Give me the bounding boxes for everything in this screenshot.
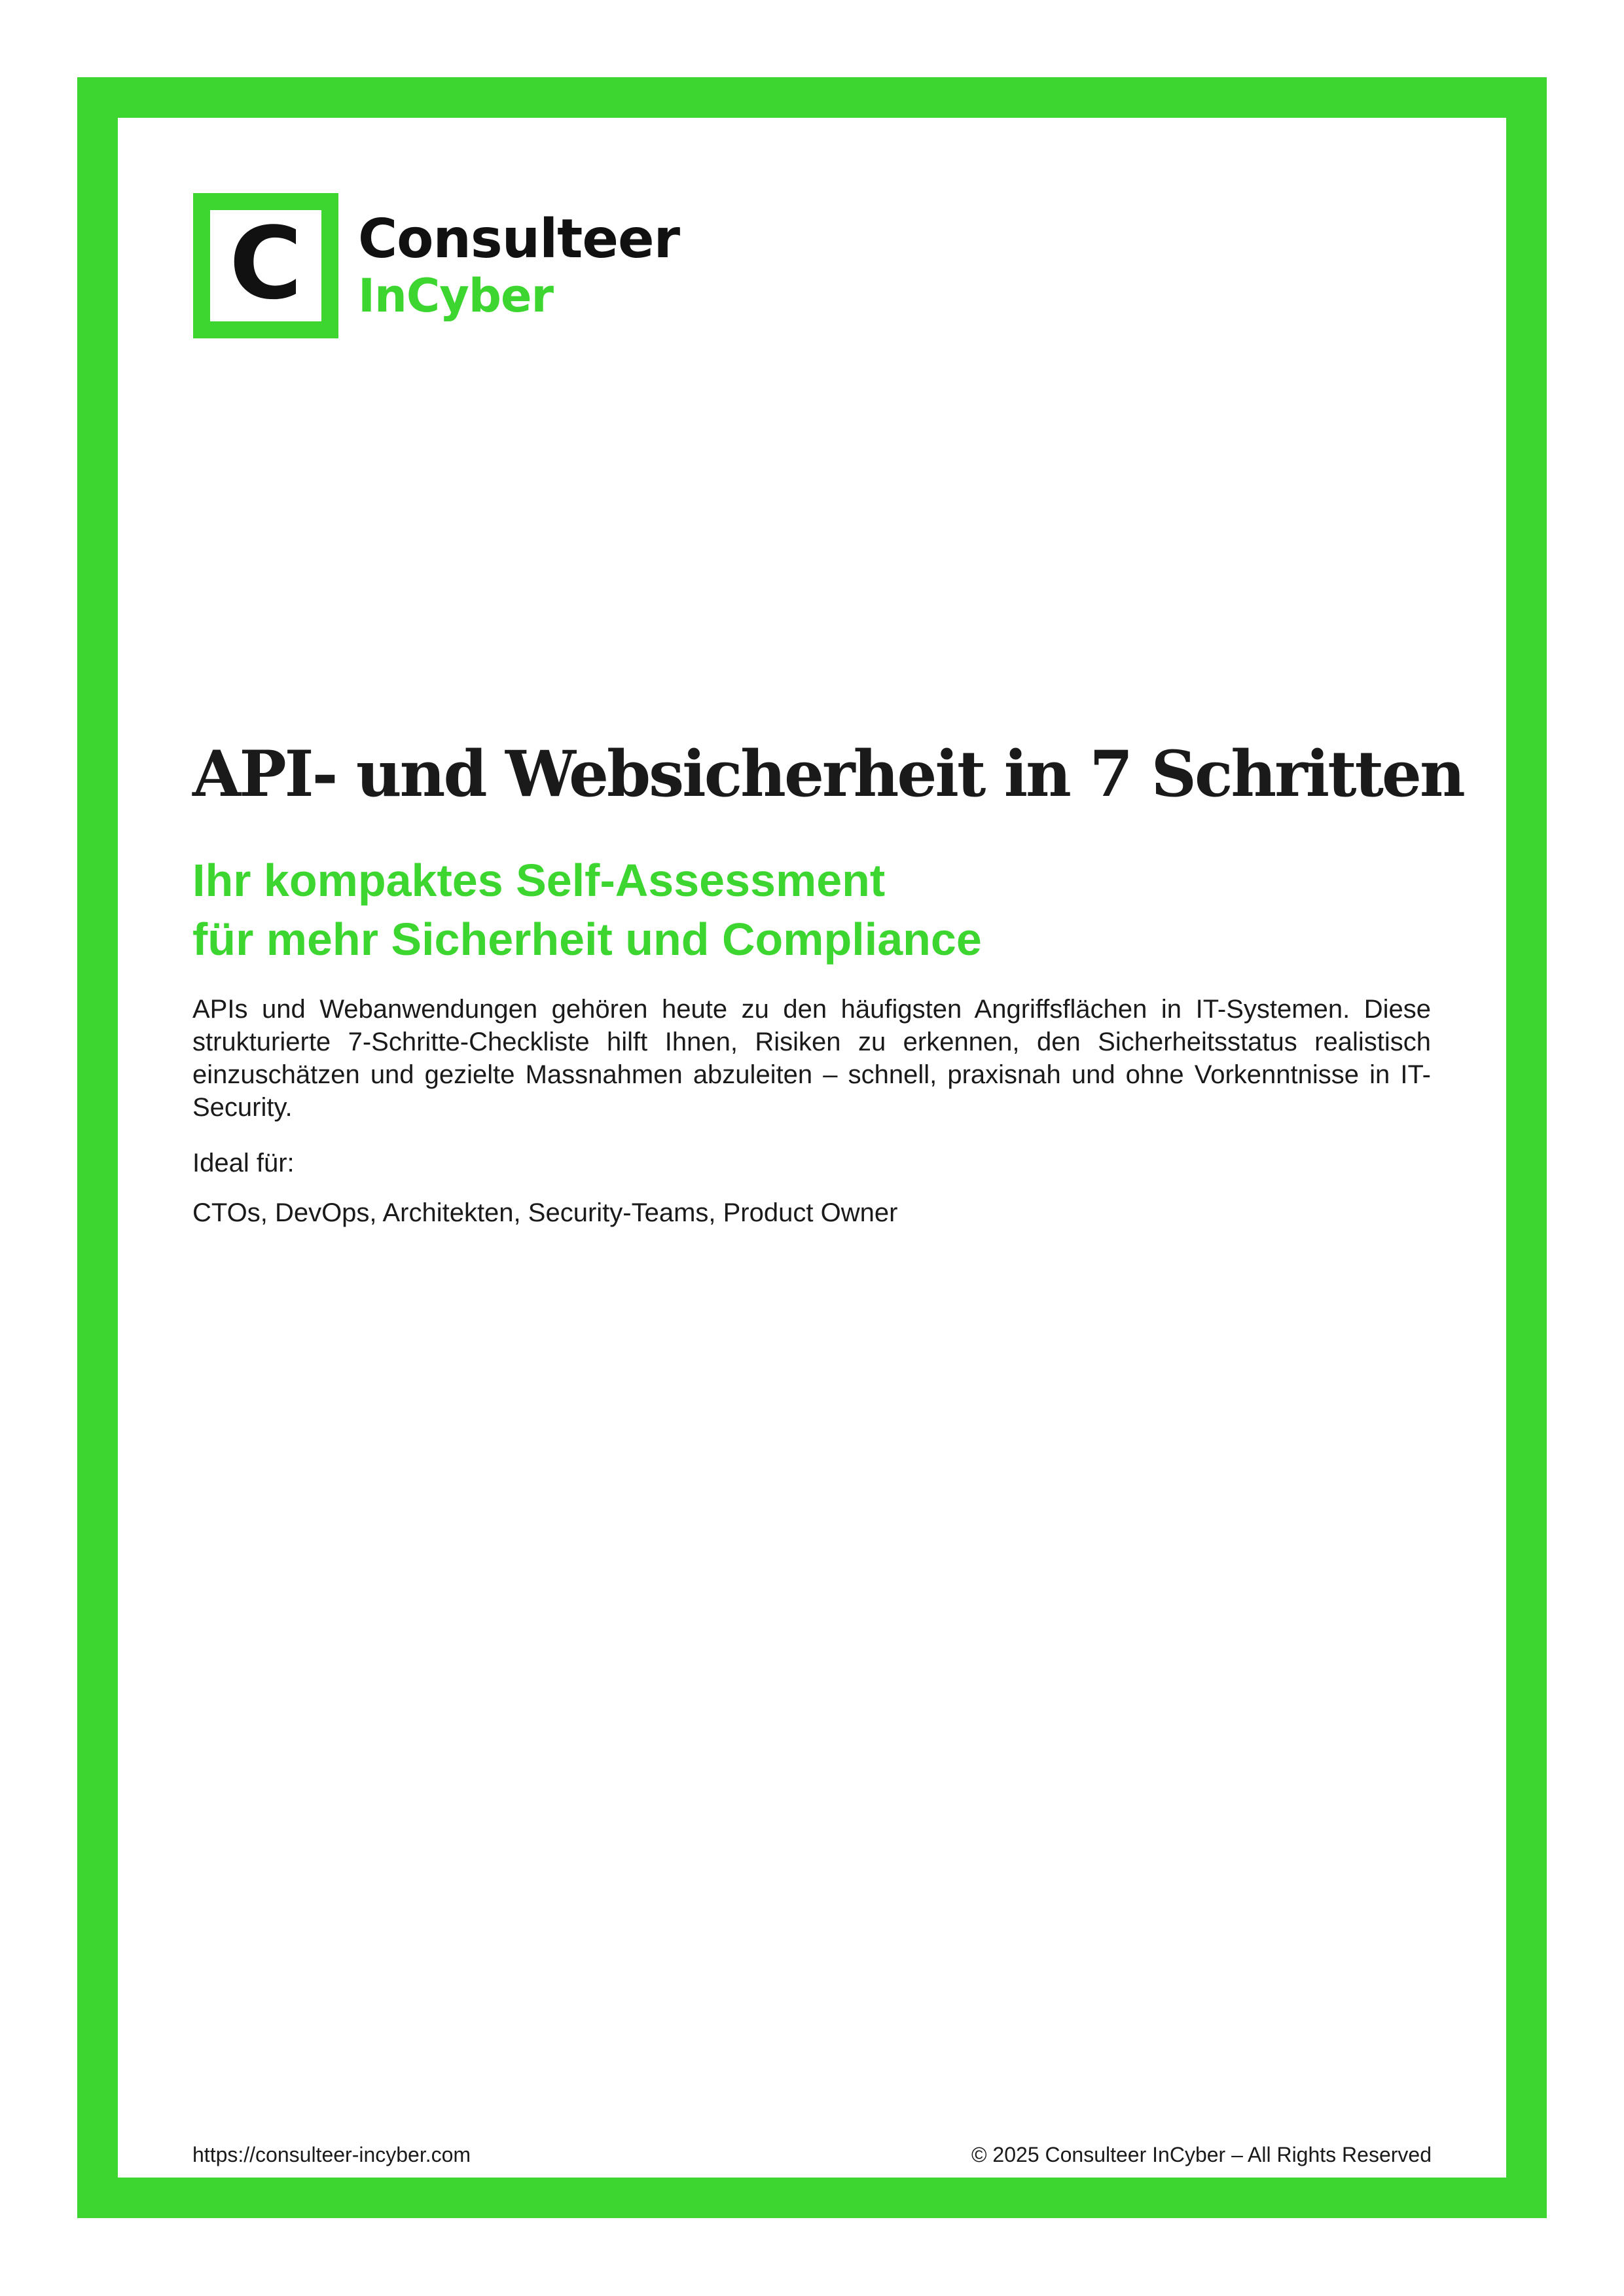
footer-copyright: © 2025 Consulteer InCyber – All Rights Reserved — [971, 2143, 1432, 2166]
logo-mark-icon — [193, 193, 338, 338]
ideal-for-audience: CTOs, DevOps, Architekten, Security-Teams, Product Owner — [192, 1198, 898, 1227]
footer-website-link[interactable]: https://consulteer-incyber.com — [192, 2143, 471, 2166]
intro-paragraph: APIs und Webanwendungen gehören heute zu den häufigsten Angriffsflächen in IT-Systemen. Diese strukturierte 7-Schritte-Checkliste hilft Ihnen, Risiken zu erkennen, den Sicherheitsstatus realistisch einzuschätzen und gezielte Massnahmen abzuleiten – schnell, praxisnah und ohne Vorkenntnisse in IT-Security. — [192, 995, 1431, 1122]
page-frame-border — [77, 77, 1547, 2218]
document-subtitle — [192, 851, 1436, 969]
logo-letter: C — [229, 206, 302, 321]
subtitle-line-1: Ihr kompaktes Self-Assessment — [192, 855, 886, 906]
subtitle-line-2: für mehr Sicherheit und Compliance — [192, 914, 982, 965]
document-title: API- und Websicherheit in 7 Schritten — [192, 737, 1464, 811]
logo-wordmark — [358, 208, 680, 323]
logo-company-name: Consulteer — [358, 208, 680, 270]
ideal-for-label: Ideal für: — [192, 1149, 295, 1177]
logo-company-sub: InCyber — [358, 269, 553, 323]
brand-logo — [193, 193, 679, 338]
